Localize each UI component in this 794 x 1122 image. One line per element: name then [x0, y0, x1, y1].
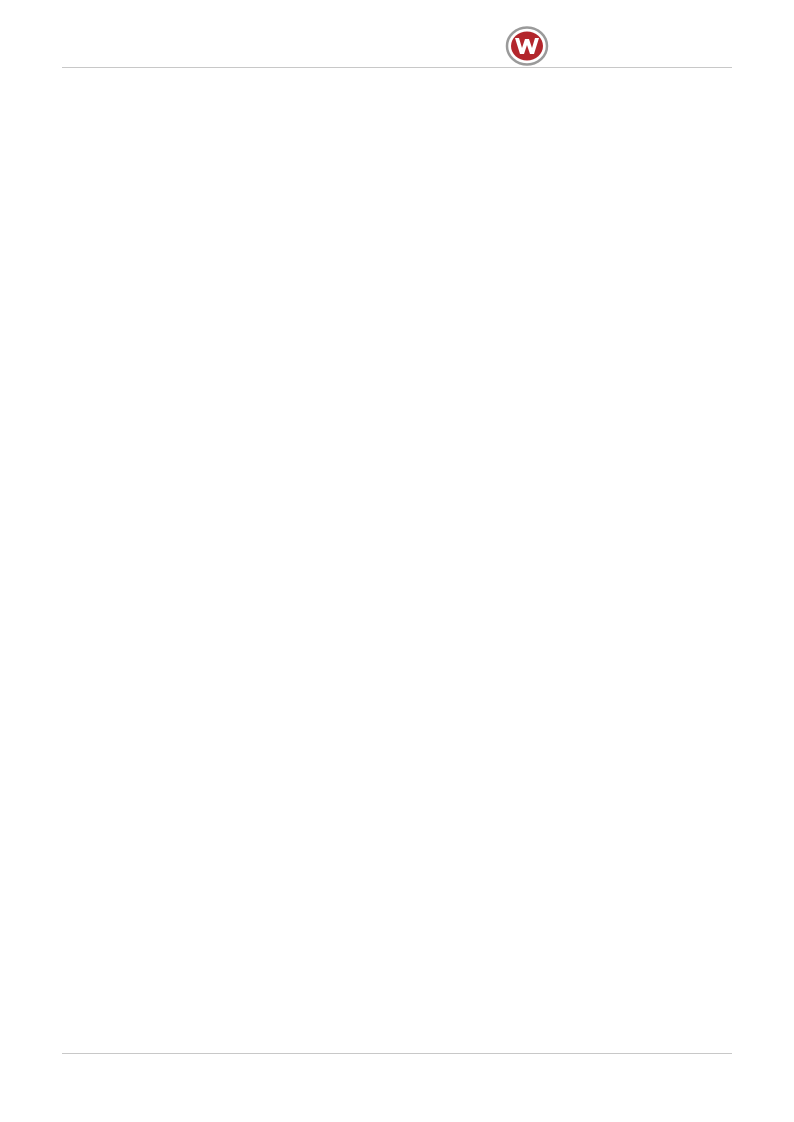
weidemann-w-logo-icon — [505, 26, 549, 66]
header-divider — [62, 67, 732, 68]
footer-divider — [62, 1053, 732, 1054]
toc-chapter-9[interactable] — [62, 97, 706, 114]
table-of-contents — [62, 86, 706, 119]
brand-logo — [505, 26, 735, 66]
chapter-number — [62, 97, 86, 114]
page-header — [0, 0, 794, 70]
